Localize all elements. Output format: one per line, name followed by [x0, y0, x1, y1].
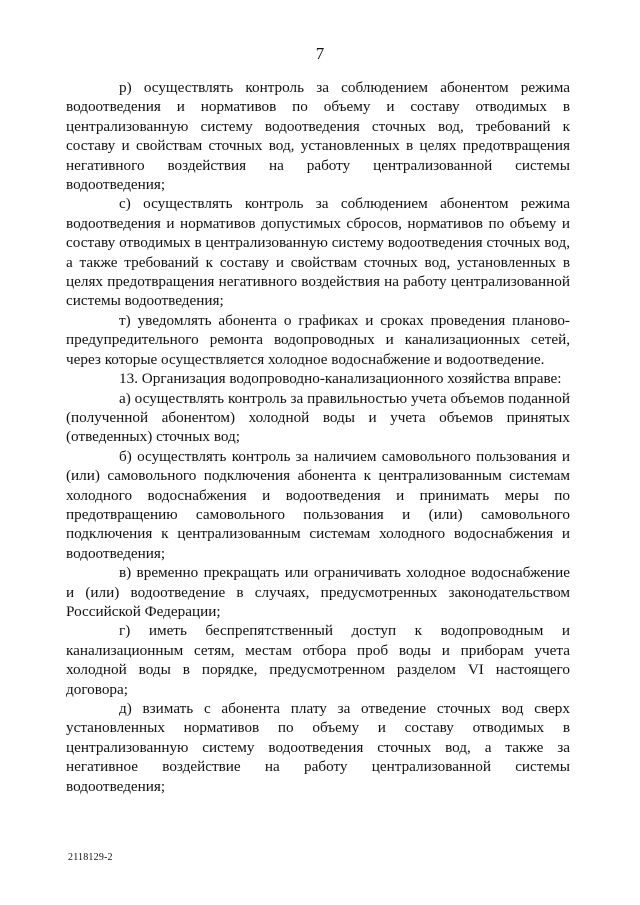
- document-body: [66, 78, 570, 796]
- paragraph-section-13: 13. Организация водопроводно-канализационного хозяйства вправе:: [119, 370, 562, 388]
- paragraph-clause-b: б) осуществлять контроль за наличием самовольного пользования и (или) самовольного подключения абонента к централизованным системам холодного водоснабжения и водоотведения и принимать меры по предотвращению самовольного пользования и (или) самовольного подключения к централизованным системам холодного водоснабжения и водоотведения;: [66, 447, 570, 562]
- paragraph-clause-a: а) осуществлять контроль за правильностью учета объемов поданной (полученной абонентом) холодной воды и учета объемов принятых (отведенных) сточных вод;: [66, 389, 570, 446]
- paragraph-clause-s: с) осуществлять контроль за соблюдением абонентом режима водоотведения и нормативов допустимых сбросов, нормативов по объему и составу отводимых в централизованную систему водоотведения сточных вод, а также требований к составу и свойствам сточных вод, установленных в целях предотвращения негативного воздействия на работу централизованной системы водоотведения;: [66, 195, 570, 310]
- paragraph-clause-v: в) временно прекращать или ограничивать холодное водоснабжение и (или) водоотведение в случаях, предусмотренных законодательством Российской Федерации;: [66, 564, 570, 620]
- paragraph-clause-g: г) иметь беспрепятственный доступ к водопроводным и канализационным сетям, местам отбора проб воды и приборам учета холодной воды в порядке, предусмотренном разделом VI настоящего договора;: [66, 622, 570, 698]
- paragraph-clause-d: д) взимать с абонента плату за отведение сточных вод сверх установленных нормативов по объему и составу отводимых в централизованную систему водоотведения сточных вод, а также за негативное воздействие на работу централизованной системы водоотведения;: [66, 700, 570, 795]
- paragraph-clause-r: р) осуществлять контроль за соблюдением абонентом режима водоотведения и нормативов по объему и составу отводимых в централизованную систему водоотведения сточных вод, требований к составу и свойствам сточных вод, установленных в целях предотвращения негативного воздействия на работу централизованной системы водоотведения;: [66, 79, 570, 194]
- paragraph-clause-t: т) уведомлять абонента о графиках и сроках проведения планово-предупредительного ремонта водопроводных и канализационных сетей, через которые осуществляется холодное водоснабжение и водоотведение.: [66, 311, 570, 368]
- document-code: 2118129-2: [68, 852, 113, 863]
- page-number: 7: [315, 44, 325, 63]
